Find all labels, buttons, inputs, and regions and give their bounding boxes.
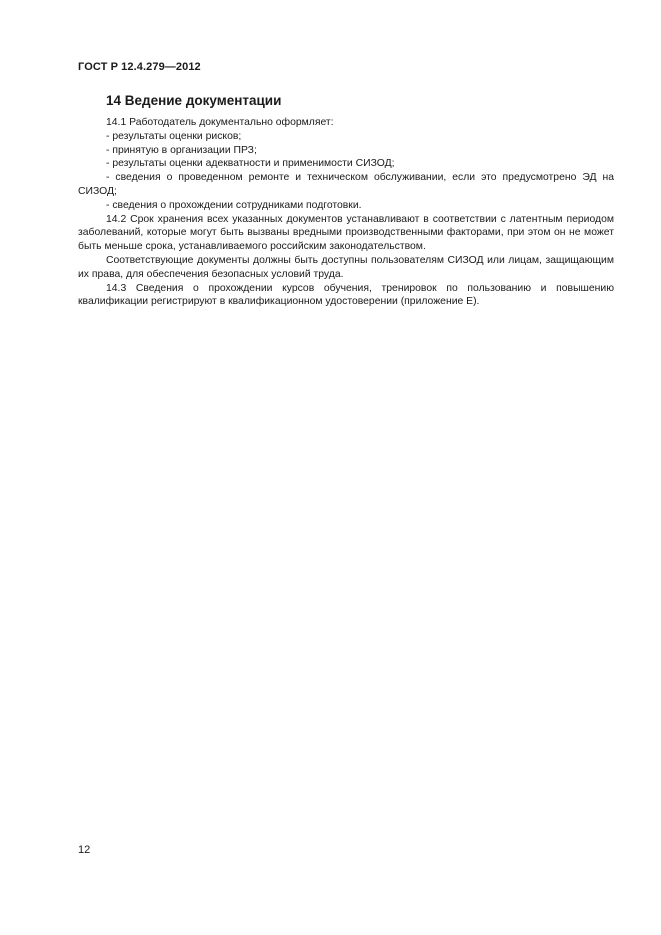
list-item-risk-results: - результаты оценки рисков;	[106, 130, 242, 142]
paragraph-14-1: 14.1 Работодатель документально оформляет:	[106, 117, 334, 128]
list-item-training-info: - сведения о прохождении сотрудниками подготовки.	[106, 199, 362, 211]
section-title: 14 Ведение документации	[106, 93, 282, 108]
section-body	[78, 116, 614, 309]
list-item-prz: - принятую в организации ПРЗ;	[106, 144, 257, 156]
page-number: 12	[78, 844, 91, 856]
paragraph-14-2: 14.2 Срок хранения всех указанных документов устанавливают в соответствии с латентным периодом заболеваний, которые могут быть вызваны вредными производственными факторами, при этом он не может быть меньше срока, устанавливаемого российским законодательством.	[78, 213, 614, 253]
list-item-repair-info: - сведения о проведенном ремонте и техническом обслуживании, если это предусмотрено ЭД на СИЗОД;	[78, 172, 614, 197]
paragraph-documents-access: Соответствующие документы должны быть доступны пользователям СИЗОД или лицам, защищающим их права, для обеспечения безопасных условий труда.	[78, 254, 614, 280]
document-header: ГОСТ Р 12.4.279—2012	[78, 61, 201, 73]
list-item-adequacy-results: - результаты оценки адекватности и применимости СИЗОД;	[106, 158, 395, 170]
paragraph-14-3: 14.3 Сведения о прохождении курсов обучения, тренировок по пользованию и повышению квалификации регистрируют в квалификационном удостоверении (приложение Е).	[78, 282, 614, 308]
